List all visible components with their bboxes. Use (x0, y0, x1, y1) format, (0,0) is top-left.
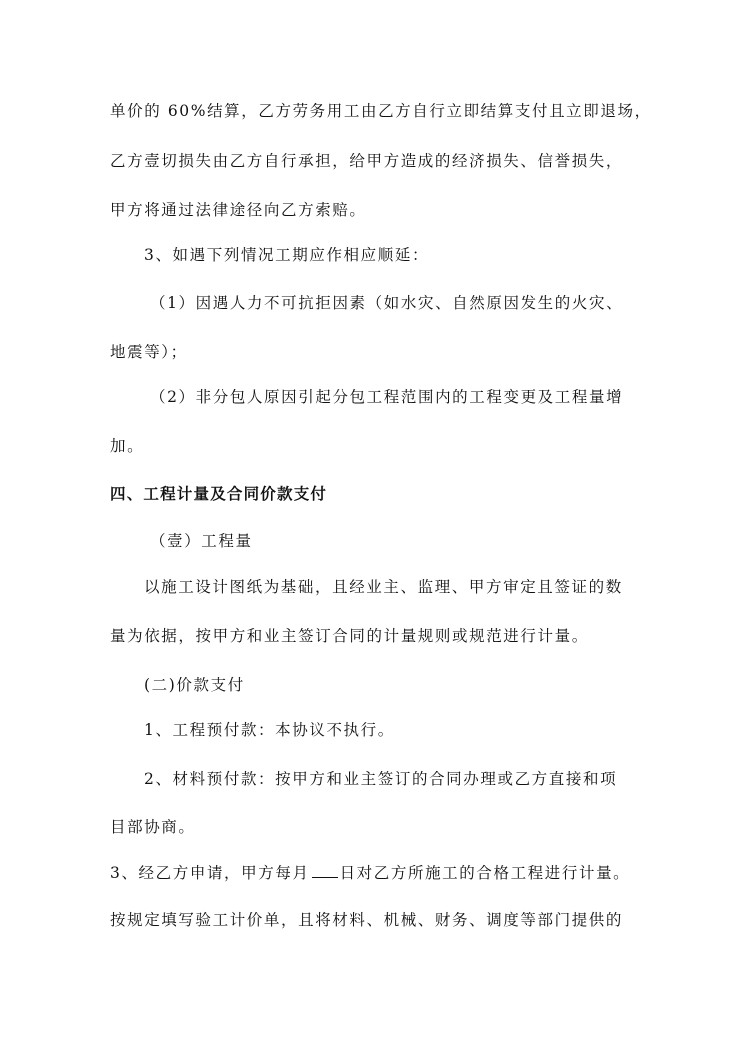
list-item-2: （2）非分包人原因引起分包工程范围内的工程变更及工程量增 (150, 388, 624, 406)
paragraph-line: 量为依据，按甲方和业主签订合同的计量规则或规范进行计量。 (110, 627, 589, 645)
paragraph-line: 单价的 60%结算，乙方劳务用工由乙方自行立即结算支付且立即退场， (110, 102, 652, 120)
paragraph-line: 乙方壹切损失由乙方自行承担，给甲方造成的经济损失、信誉损失， (110, 152, 624, 170)
clause-3-text-start: 3、经乙方申请，甲方每月 (110, 864, 310, 882)
clause-3-text-end: 日对乙方所施工的合格工程进行计量。 (339, 864, 631, 882)
paragraph-line: 2、材料预付款：按甲方和业主签订的合同办理或乙方直接和项 (144, 770, 618, 788)
paragraph-line: 目部协商。 (110, 818, 196, 836)
paragraph-line: 加。 (110, 437, 145, 455)
paragraph-line: 1、工程预付款：本协议不执行。 (144, 721, 395, 739)
subsection-heading: （壹）工程量 (150, 532, 253, 550)
paragraph-line: 甲方将通过法律途径向乙方索赔。 (110, 201, 367, 219)
subsection-heading: (二)价款支付 (144, 676, 245, 694)
clause-3-heading: 3、如遇下列情况工期应作相应顺延： (144, 246, 430, 264)
paragraph-line: 按规定填写验工计价单，且将材料、机械、财务、调度等部门提供的 (110, 911, 624, 929)
blank-fill-line (312, 863, 338, 878)
section-heading: 四、工程计量及合同价款支付 (110, 485, 328, 503)
paragraph-line: 以施工设计图纸为基础，且经业主、监理、甲方审定且签证的数 (144, 578, 623, 596)
paragraph-line (110, 863, 630, 883)
paragraph-line: 地震等）； (110, 343, 188, 361)
list-item-1: （1）因遇人力不可抗拒因素（如水灾、自然原因发生的火灾、 (150, 294, 624, 312)
